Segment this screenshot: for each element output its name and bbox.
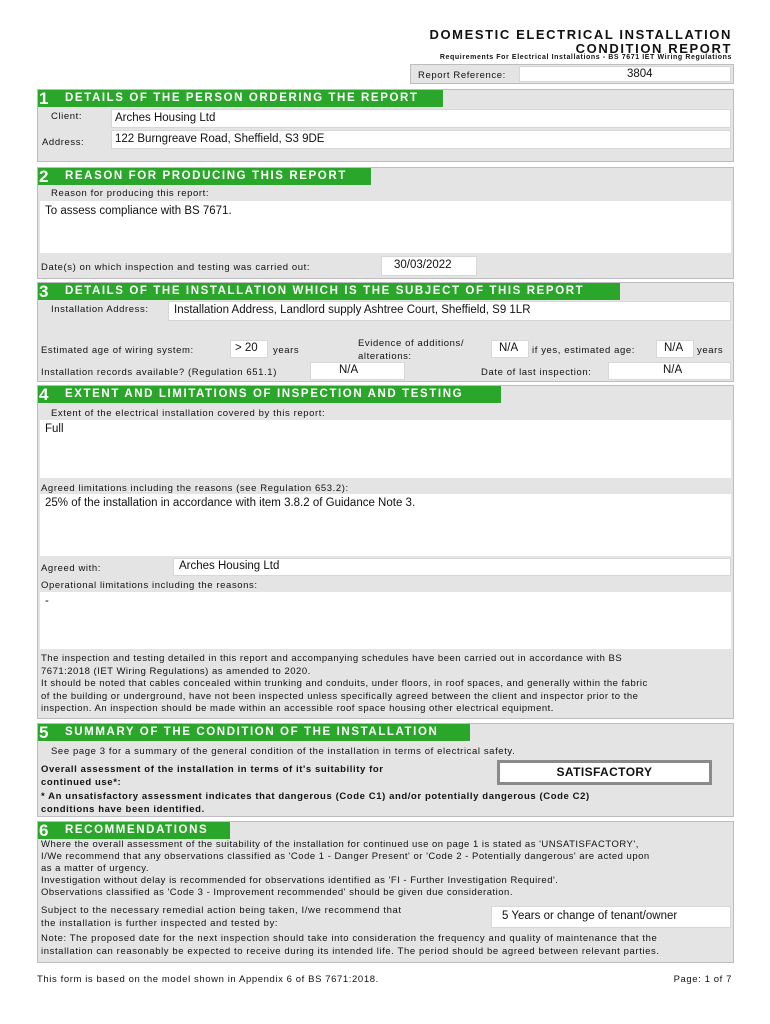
records-value: N/A	[339, 364, 359, 376]
inspection-note-line: of the building or underground, have not been inspected unless specifically agreed between the client and inspector prior to the	[41, 690, 639, 702]
evidence-label-2: alterations:	[358, 351, 412, 362]
operational-limitations-field[interactable]	[40, 592, 731, 649]
next-inspection-value: 5 Years or change of tenant/owner	[502, 910, 678, 922]
next-inspection-note-1: Note: The proposed date for the next inspection should take into consideration the frequency and quality of maintenance that the	[41, 933, 658, 944]
agreed-limitations-value: 25% of the installation in accordance with item 3.8.2 of Guidance Note 3.	[45, 497, 416, 509]
form-subtitle: Requirements For Electrical Installations - BS 7671 IET Wiring Regulations	[439, 54, 732, 61]
estimated-age-field[interactable]	[656, 340, 694, 358]
client-field[interactable]	[111, 109, 731, 128]
recommendation-line: I/We recommend that any observations classified as 'Code 1 - Danger Present' or 'Code 2 - Potentially dangerous' are acted upon	[41, 851, 650, 862]
section-1-person-ordering	[37, 89, 734, 162]
section-6-recommendations	[37, 821, 734, 963]
form-title-line-1: DOMESTIC ELECTRICAL INSTALLATION	[429, 27, 732, 42]
operational-limitations-label: Operational limitations including the reasons:	[41, 580, 258, 591]
unsatisfactory-footnote-2: conditions have been identified.	[41, 804, 205, 815]
installation-address-label: Installation Address:	[51, 304, 149, 315]
wiring-age-field[interactable]	[230, 340, 268, 358]
agreed-with-value: Arches Housing Ltd	[179, 560, 280, 572]
section-6-number: 6	[39, 821, 49, 840]
overall-assessment-label-1: Overall assessment of the installation in terms of it's suitability for	[41, 764, 384, 775]
report-reference-value: 3804	[627, 68, 653, 80]
section-4-number: 4	[39, 385, 49, 404]
agreed-with-field[interactable]	[173, 558, 731, 576]
section-5-header	[38, 724, 470, 741]
footer-page-number: Page: 1 of 7	[673, 974, 732, 985]
recommendation-line: as a matter of urgency.	[41, 863, 149, 874]
wiring-age-value: > 20	[235, 342, 258, 354]
agreed-limitations-field[interactable]	[40, 494, 731, 556]
last-inspection-field[interactable]	[608, 362, 731, 380]
agreed-with-label: Agreed with:	[41, 563, 102, 574]
recommendation-line: Where the overall assessment of the suitability of the installation for continued use on page 1 is stated as 'UNSATISFACTORY',	[41, 839, 639, 850]
agreed-limitations-label: Agreed limitations including the reasons (see Regulation 653.2):	[41, 483, 349, 494]
recommendations-text	[41, 839, 731, 899]
estimated-age-value: N/A	[664, 342, 684, 354]
wiring-age-unit: years	[273, 345, 300, 356]
installation-address-field[interactable]	[168, 301, 731, 321]
section-4-header	[38, 386, 501, 403]
recommendation-line: Observations classified as 'Code 3 - Improvement recommended' should be given due consideration.	[41, 887, 513, 898]
evidence-field[interactable]	[491, 340, 529, 358]
report-reference-field[interactable]	[519, 66, 731, 82]
inspection-dates-field[interactable]	[381, 256, 477, 276]
report-reference-bar	[410, 64, 734, 84]
section-4-extent-limitations	[37, 385, 734, 719]
last-inspection-value: N/A	[663, 364, 683, 376]
overall-assessment-field[interactable]	[497, 760, 712, 785]
unsatisfactory-footnote-1: * An unsatisfactory assessment indicates that dangerous (Code C1) and/or potentially dangerous (Code C2)	[41, 791, 590, 802]
section-1-header	[38, 90, 443, 107]
records-label: Installation records available? (Regulation 651.1)	[41, 367, 277, 378]
next-inspection-label-2: the installation is further inspected and tested by:	[41, 918, 279, 929]
report-reference-label: Report Reference:	[418, 70, 506, 81]
operational-limitations-value: -	[45, 595, 49, 607]
inspection-dates-value: 30/03/2022	[394, 259, 452, 271]
inspection-note-line: 7671:2018 (IET Wiring Regulations) as amended to 2020.	[41, 665, 311, 677]
footer-form-basis: This form is based on the model shown in Appendix 6 of BS 7671:2018.	[37, 974, 379, 985]
evidence-label-1: Evidence of additions/	[358, 338, 465, 349]
form-title-line-2: CONDITION REPORT	[575, 41, 732, 56]
inspection-note-line: The inspection and testing detailed in this report and accompanying schedules have been carried out in accordance with BS	[41, 653, 623, 664]
extent-field[interactable]	[40, 420, 731, 478]
section-3-title: DETAILS OF THE INSTALLATION WHICH IS THE SUBJECT OF THIS REPORT	[65, 285, 585, 297]
extent-label: Extent of the electrical installation covered by this report:	[51, 408, 326, 419]
wiring-age-label: Estimated age of wiring system:	[41, 345, 194, 356]
section-1-title: DETAILS OF THE PERSON ORDERING THE REPORT	[65, 92, 419, 104]
next-inspection-field[interactable]	[491, 906, 731, 928]
inspection-note-line: It should be noted that cables concealed within trunking and conduits, under floors, in roof spaces, and generally within the fabric	[41, 678, 648, 689]
section-3-installation	[37, 282, 734, 382]
section-2-header	[38, 168, 371, 185]
last-inspection-label: Date of last inspection:	[481, 367, 592, 378]
section-1-number: 1	[39, 89, 49, 108]
inspection-notes	[41, 653, 731, 716]
section-4-title: EXTENT AND LIMITATIONS OF INSPECTION AND TESTING	[65, 388, 464, 400]
section-5-number: 5	[39, 723, 49, 742]
section-6-title: RECOMMENDATIONS	[65, 824, 209, 836]
overall-assessment-label-2: continued use*:	[41, 777, 122, 788]
reason-value: To assess compliance with BS 7671.	[45, 205, 232, 217]
reason-label: Reason for producing this report:	[51, 188, 210, 199]
records-field[interactable]	[310, 362, 405, 380]
section-2-reason	[37, 167, 734, 279]
address-label: Address:	[42, 137, 85, 148]
see-page-note: See page 3 for a summary of the general condition of the installation in terms of electrical safety.	[51, 746, 516, 757]
estimated-age-unit: years	[697, 345, 724, 356]
section-3-header	[38, 283, 620, 300]
client-label: Client:	[51, 111, 83, 122]
installation-address-value: Installation Address, Landlord supply Ashtree Court, Sheffield, S9 1LR	[174, 304, 531, 316]
section-6-header	[38, 822, 230, 839]
client-value: Arches Housing Ltd	[115, 112, 216, 124]
overall-assessment-value: SATISFACTORY	[556, 765, 653, 779]
extent-value: Full	[45, 423, 64, 435]
inspection-note-line: inspection. An inspection should be made within an accessible roof space housing other electrical equipment.	[41, 703, 554, 714]
estimated-age-label: if yes, estimated age:	[532, 345, 635, 356]
next-inspection-label-1: Subject to the necessary remedial action being taken, I/we recommend that	[41, 905, 402, 916]
section-3-number: 3	[39, 282, 49, 301]
reason-field[interactable]	[40, 201, 731, 253]
address-value: 122 Burngreave Road, Sheffield, S3 9DE	[115, 133, 325, 145]
section-5-title: SUMMARY OF THE CONDITION OF THE INSTALLATION	[65, 726, 439, 738]
recommendation-line: Investigation without delay is recommended for observations identified as 'FI - Further Investigation Required'.	[41, 875, 559, 886]
next-inspection-note-2: installation can reasonably be expected to receive during its intended life. The period should be agreed between relevant parties.	[41, 946, 660, 957]
evidence-value: N/A	[499, 342, 519, 354]
section-2-number: 2	[39, 167, 49, 186]
section-2-title: REASON FOR PRODUCING THIS REPORT	[65, 170, 347, 182]
inspection-dates-label: Date(s) on which inspection and testing was carried out:	[41, 262, 311, 273]
address-field[interactable]	[111, 130, 731, 149]
